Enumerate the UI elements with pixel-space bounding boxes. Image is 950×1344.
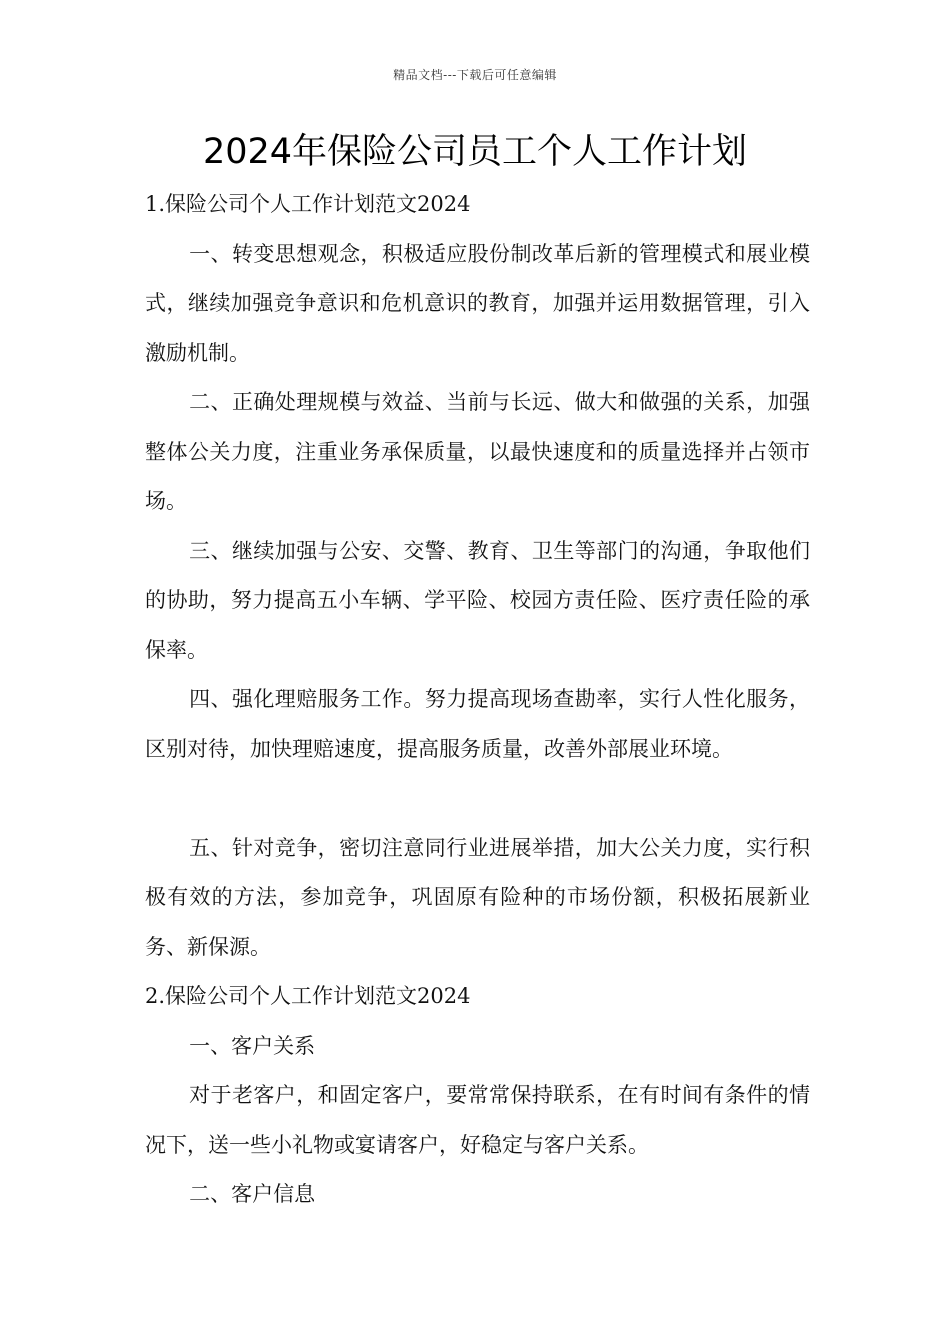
paragraph-customer-relations: 对于老客户，和固定客户，要常常保持联系，在有时间有条件的情况下，送一些小礼物或宴请客户，好稳定与客户关系。 — [145, 1083, 810, 1157]
paragraph-item-1: 一、转变思想观念，积极适应股份制改革后新的管理模式和展业模式，继续加强竞争意识和危机意识的教育，加强并运用数据管理，引入激励机制。 — [145, 241, 810, 365]
paragraph-item-5: 五、针对竞争，密切注意同行业进展举措，加大公关力度，实行积极有效的方法，参加竞争，巩固原有险种的市场份额，积极拓展新业务、新保源。 — [145, 835, 810, 959]
subheading-customer-info: 二、客户信息 — [189, 1182, 316, 1206]
section-heading-1: 1.保险公司个人工作计划范文2024 — [145, 192, 471, 216]
paragraph-item-2: 二、正确处理规模与效益、当前与长远、做大和做强的关系，加强整体公关力度，注重业务承保质量，以最快速度和的质量选择并占领市场。 — [145, 390, 810, 513]
subheading-customer-relations: 一、客户关系 — [189, 1033, 316, 1058]
document-title: 2024年保险公司员工个人工作计划 — [202, 132, 748, 172]
paragraph-item-4: 四、强化理赔服务工作。努力提高现场查勘率，实行人性化服务，区别对待，加快理赔速度，提高服务质量，改善外部展业环境。 — [145, 687, 810, 761]
section-heading-2: 2.保险公司个人工作计划范文2024 — [145, 984, 471, 1008]
header-note: 精品文档---下载后可任意编辑 — [393, 68, 557, 82]
document-body — [145, 180, 810, 1220]
paragraph-item-3: 三、继续加强与公安、交警、教育、卫生等部门的沟通，争取他们的协助，努力提高五小车辆、学平险、校园方责任险、医疗责任险的承保率。 — [145, 538, 810, 662]
